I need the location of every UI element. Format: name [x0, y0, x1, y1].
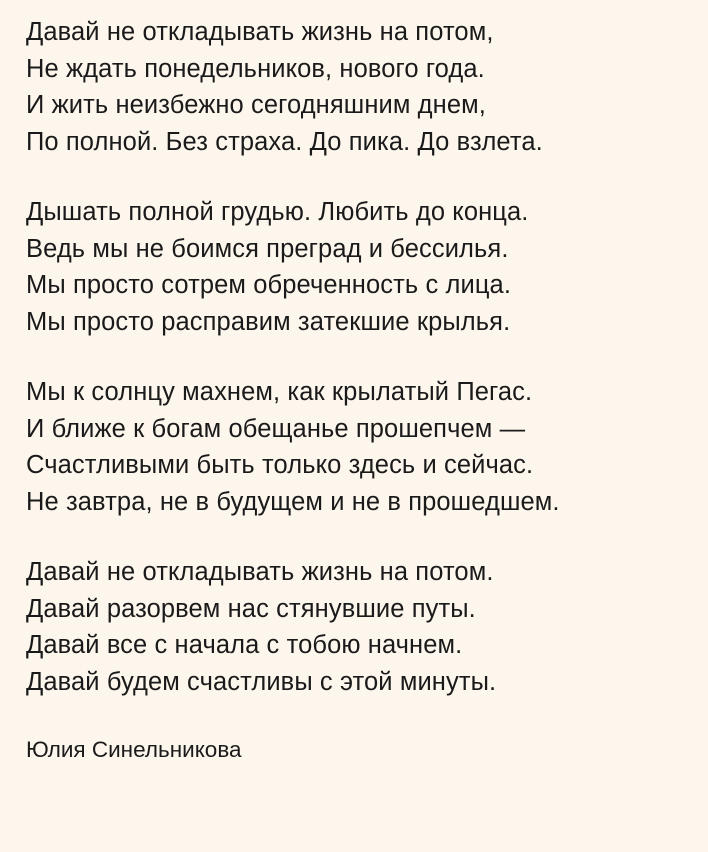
poem-line: Не ждать понедельников, нового года.	[26, 54, 485, 83]
poem-line: Ведь мы не боимся преград и бессилья.	[26, 234, 509, 263]
poem-line: Мы просто расправим затекшие крылья.	[26, 307, 511, 336]
poem-line: Мы просто сотрем обреченность с лица.	[26, 271, 511, 299]
poem-line: Мы к солнцу махнем, как крылатый Пегас.	[26, 378, 533, 406]
poem-line: Не завтра, не в будущем и не в прошедшем.	[26, 487, 560, 516]
poem-line: И жить неизбежно сегодняшним днем,	[26, 91, 486, 119]
poem-line: Давай разорвем нас стянувшие путы.	[26, 594, 476, 623]
poem-line: Счастливыми быть только здесь и сейчас.	[26, 451, 534, 479]
poem-stanza	[26, 554, 684, 700]
poem-line: Давай все с начала с тобою начнем.	[26, 631, 463, 659]
poem-line: По полной. Без страха. До пика. До взлета.	[26, 127, 543, 156]
poem-author: Юлия Синельникова	[26, 737, 242, 762]
poem-line: Давай будем счастливы с этой минуты.	[26, 667, 497, 696]
poem-stanza	[26, 374, 684, 520]
poem-line: Давай не откладывать жизнь на потом.	[26, 558, 494, 586]
poem-stanza	[26, 194, 684, 340]
poem-line: Дышать полной грудью. Любить до конца.	[26, 198, 529, 226]
poem-line: Давай не откладывать жизнь на потом,	[26, 18, 494, 46]
poem-line: И ближе к богам обещанье прошепчем —	[26, 414, 526, 443]
poem-stanza	[26, 14, 684, 160]
